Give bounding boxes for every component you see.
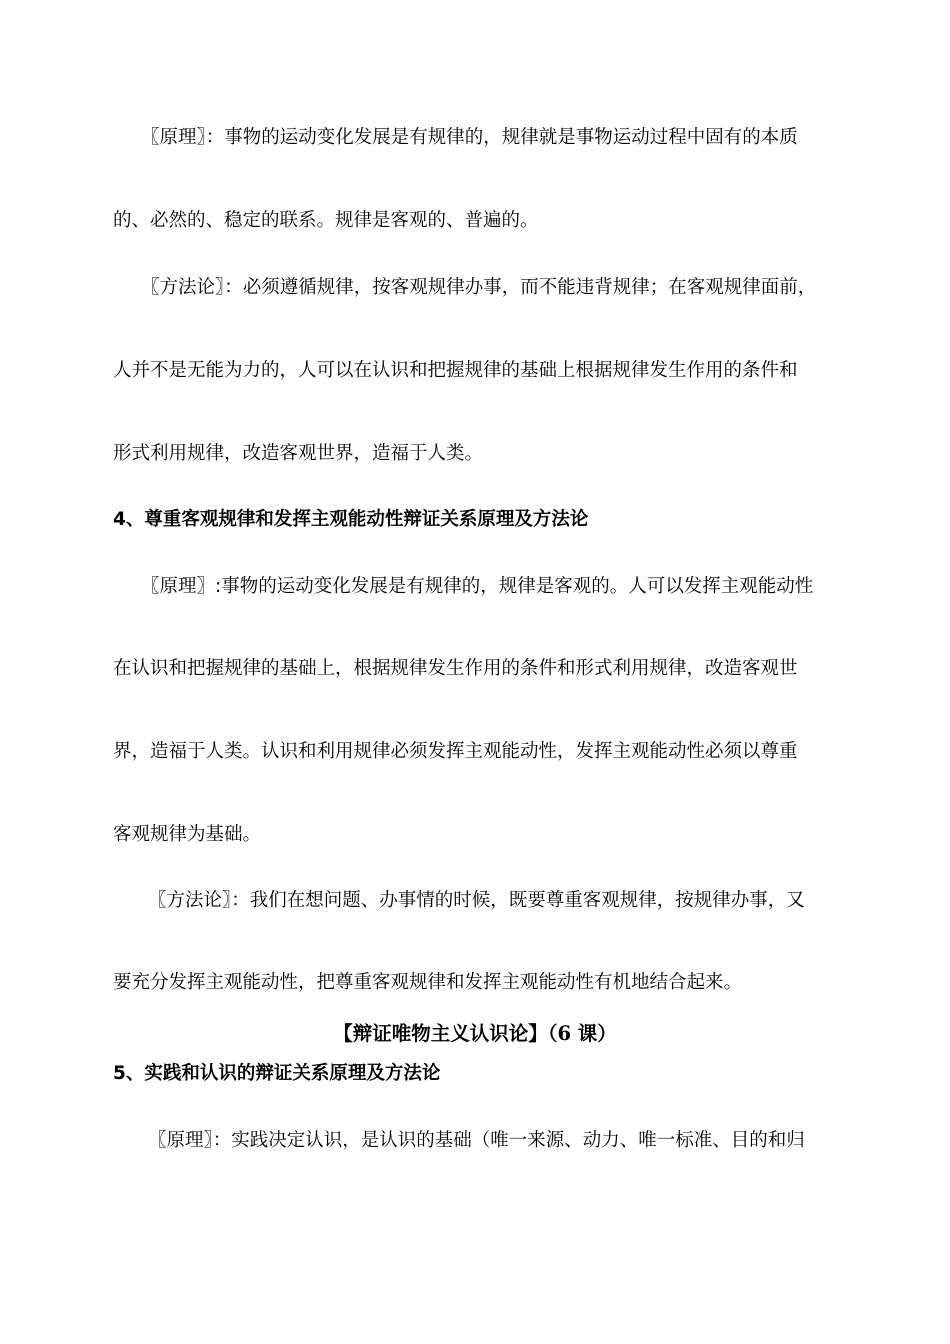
law-principle-line-1: 〖原理〗：事物的运动变化发展是有规律的，规律就是事物运动过程中固有的本质 [141,127,798,148]
section-4-principle-line-1: 〖原理〗:事物的运动变化发展是有规律的，规律是客观的。人可以发挥主观能动性 [141,576,814,597]
law-method-line-3: 形式利用规律，改造客观世界，造福于人类。 [113,443,484,464]
section-4-principle-line-3: 界，造福于人类。认识和利用规律必须发挥主观能动性，发挥主观能动性必须以尊重 [113,741,798,762]
section-4-principle-line-4: 客观规律为基础。 [113,824,262,845]
law-principle-line-2: 的、必然的、稳定的联系。规律是客观的、普遍的。 [113,210,539,231]
section-4-method-line-1: 〖方法论〗：我们在想问题、办事情的时候，既要尊重客观规律，按规律办事，又 [148,890,805,911]
part-title: 【辩证唯物主义认识论】（6 课） [333,1022,617,1045]
section-4-principle-line-2: 在认识和把握规律的基础上，根据规律发生作用的条件和形式利用规律，改造客观世 [113,658,798,679]
law-method-line-2: 人并不是无能为力的，人可以在认识和把握规律的基础上根据规律发生作用的条件和 [113,360,798,381]
section-4-method-line-2: 要充分发挥主观能动性，把尊重客观规律和发挥主观能动性有机地结合起来。 [113,972,743,993]
section-4-heading: 4、尊重客观规律和发挥主观能动性辩证关系原理及方法论 [113,509,589,530]
law-method-line-1: 〖方法论〗：必须遵循规律，按客观规律办事，而不能违背规律；在客观规律面前， [141,277,817,298]
section-5-heading: 5、实践和认识的辩证关系原理及方法论 [113,1063,441,1084]
section-5-principle-line-1: 〖原理〗：实践决定认识，是认识的基础（唯一来源、动力、唯一标准、目的和归 [148,1130,805,1151]
